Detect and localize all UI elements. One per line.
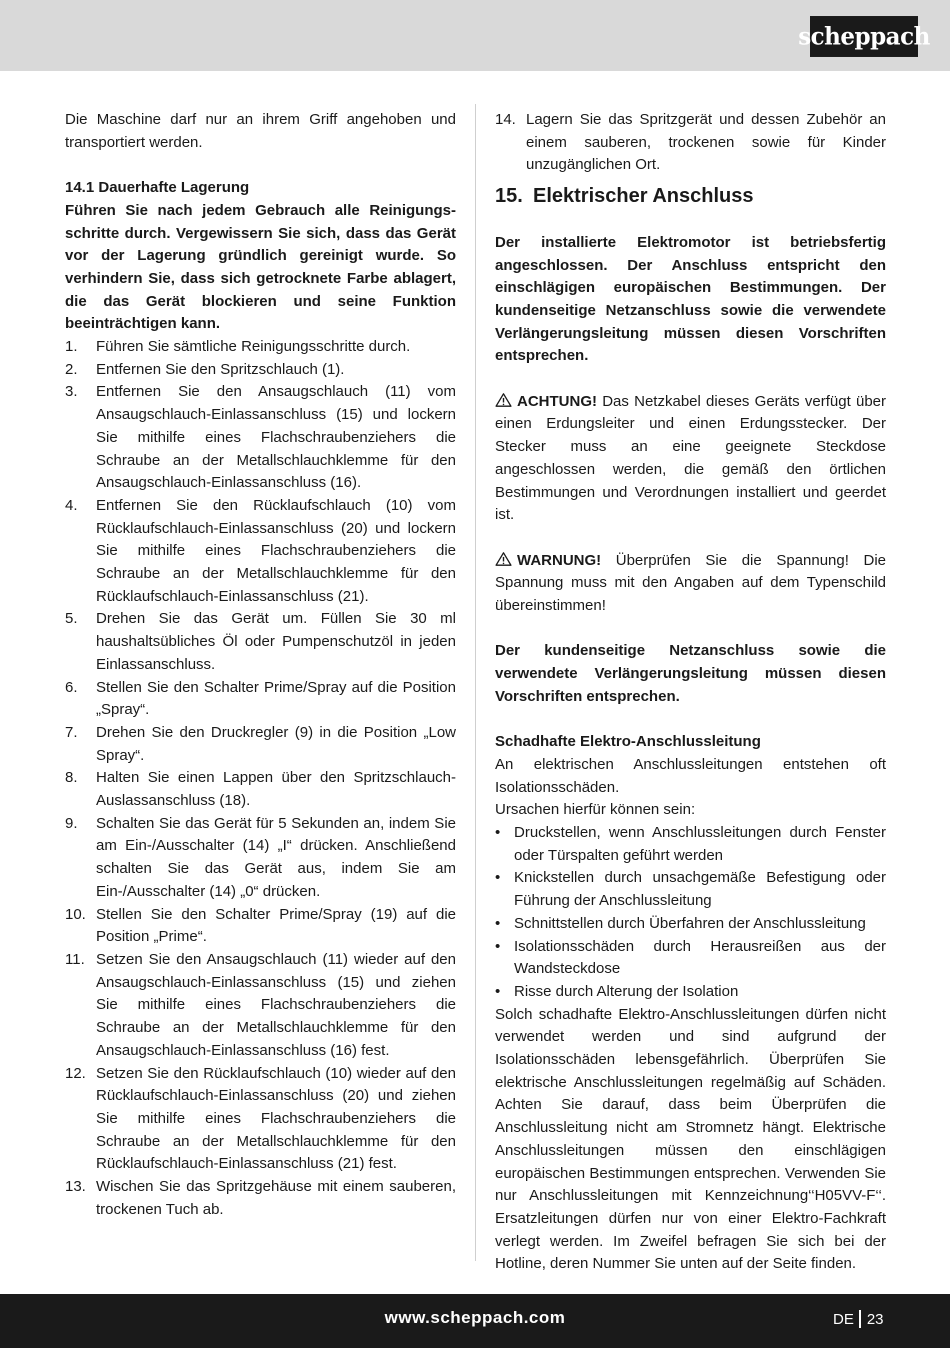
list-item-text: Entfernen Sie den Ansaugschlauch (11) vom Ansaugschlauch-Einlassanschluss (15) und lockern Sie mithilfe eines Flachschraubenziehers die Schraube an der Metallschlauchklemme für den Ansaugschlauch-Einlassanschluss (16).	[96, 383, 456, 492]
list-item-text: Stellen Sie den Schalter Prime/Spray (19) auf die Position „Prime“.	[96, 905, 456, 946]
attention-paragraph	[495, 391, 886, 527]
list-item-text: Drehen Sie den Druckregler (9) in die Position „Low Spray“.	[96, 723, 456, 764]
bullet-dot: •	[495, 824, 501, 842]
section-number: 15.	[495, 185, 523, 208]
steps-list	[65, 336, 456, 1221]
section-heading	[495, 183, 886, 209]
warning-paragraph	[495, 550, 886, 618]
page-number: 23	[866, 1310, 884, 1328]
list-item	[65, 1063, 456, 1177]
list-item-number: 14.	[495, 111, 516, 128]
bullet-dot: •	[495, 937, 501, 955]
list-item-number: 13.	[65, 1178, 86, 1196]
footer-page-info	[833, 1310, 884, 1328]
bullet-text: Druckstellen, wenn Anschlussleitungen durch Fenster oder Türspalten geführt werden	[514, 824, 886, 864]
list-item	[65, 359, 456, 382]
list-item-text: Führen Sie sämtliche Reinigungsschritte durch.	[96, 338, 411, 356]
attention-text: Das Netzkabel dieses Geräts verfügt über einen Erdungsleiter und einen Erdungsstecker. Der Stecker muss an eine geeignete Steckdose angeschlossen werden, die gemäß den örtlichen Bestimmungen und Verordnungen installiert und geerdet ist.	[495, 392, 886, 524]
warning-triangle-icon	[495, 552, 512, 566]
list-item-text: Entfernen Sie den Rücklaufschlauch (10) vom Rücklaufschlauch-Einlassanschluss (20) und lockern Sie mithilfe eines Flachschraubenziehers die Schraube an der Metallschlauchklemme für den Rücklaufschlauch-Einlassanschluss (21).	[96, 496, 456, 605]
language-code: DE	[833, 1310, 854, 1328]
list-item-text: Lagern Sie das Spritzgerät und dessen Zubehör an einem sauberen, trockenen sowie für Kinder unzugänglichen Ort.	[526, 111, 886, 174]
closing-paragraph: Solch schadhafte Elektro-Anschlussleitungen dürfen nicht verwendet werden und sind aufgrund der Isolationsschäden lebensgefährlich. Überprüfen Sie elektrische Anschlussleitungen regelmäßig auf Schäden. Achten Sie darauf, dass beim Überprüfen die Anschlussleitung nicht am Stromnetz hängt. Elektrische Anschlussleitungen müssen den einschlägigen europäischen Bestimmungen entsprechen. Verwenden Sie nur Anschlussleitungen mit Kennzeichnung‘‘H05VV-F‘‘. Ersatzleitungen dürfen nur von einer Elektro-Fachkraft verlegt werden. Im Zweifel befragen Sie sich bei der Hotline, deren Nummer Sie unten auf der Seite finden.	[495, 1005, 886, 1273]
list-item	[65, 495, 456, 609]
bullet-text: Schnittstellen durch Überfahren der Anschlussleitung	[514, 914, 866, 932]
list-item-number: 11.	[65, 951, 85, 968]
bullet-item	[495, 981, 886, 1004]
motor-connection-note: Der installierte Elektromotor ist betriebsfertig angeschlossen. Der Anschluss entspricht den einschlägigen europäischen Bestimmungen. Der kundenseitige Netzanschluss sowie die verwendete Verlängerungsleitung müssen diesen Vorschriften entsprechen.	[495, 233, 886, 365]
subsection-heading: 14.1 Dauerhafte Lagerung	[65, 179, 250, 197]
bullet-item	[495, 867, 886, 912]
list-item-number: 7.	[65, 723, 78, 741]
list-item	[495, 109, 886, 177]
list-item	[65, 722, 456, 767]
footer-separator	[859, 1310, 861, 1328]
list-item-number: 3.	[65, 383, 78, 401]
section-title: Elektrischer Anschluss	[533, 185, 754, 208]
intro-paragraph: Die Maschine darf nur an ihrem Griff angehoben und transportiert werden.	[65, 111, 456, 151]
list-item-text: Schalten Sie das Gerät für 5 Sekunden an, indem Sie am Ein-/Ausschalter (14) „I“ drücken. Anschließend schalten Sie das Gerät aus, indem Sie am Ein-/Ausschalter (14) „0“ drücken.	[96, 814, 456, 900]
bullet-dot: •	[495, 982, 501, 1000]
list-item-number: 2.	[65, 360, 78, 378]
bullet-dot: •	[495, 869, 501, 887]
list-item-number: 4.	[65, 496, 78, 514]
scheppach-logo: scheppach	[810, 16, 918, 57]
bullet-text: Risse durch Alterung der Isolation	[514, 982, 739, 1000]
bullet-dot: •	[495, 914, 501, 932]
list-item-text: Entfernen Sie den Spritzschlauch (1).	[96, 360, 345, 378]
customer-connection-note: Der kundenseitige Netzanschluss sowie die verwendete Verlängerungsleitung müssen diesen Vorschriften entsprechen.	[495, 642, 886, 705]
list-item-text: Drehen Sie das Gerät um. Füllen Sie 30 ml haushaltsübliches Öl oder Pumpenschutzöl in jeden Einlassanschluss.	[96, 610, 456, 673]
list-item-text: Halten Sie einen Lappen über den Spritzschlauch-Auslassanschluss (18).	[96, 769, 456, 810]
list-item-number: 8.	[65, 769, 78, 787]
list-item-number: 10.	[65, 905, 86, 923]
warning-label: WARNUNG!	[517, 551, 602, 569]
left-column	[65, 109, 456, 1221]
right-column	[495, 109, 886, 1276]
causes-intro: Ursachen hierfür können sein:	[495, 801, 696, 819]
bullet-text: Knickstellen durch unsachgemäße Befestigung oder Führung der Anschlussleitung	[514, 869, 886, 910]
header-band	[0, 0, 950, 71]
list-item-text: Setzen Sie den Rücklaufschlauch (10) wieder auf den Rücklaufschlauch-Einlassanschluss (20) und ziehen Sie mithilfe eines Flachschraubenziehers die Schraube an der Metallschlauchklemme für den Rücklaufschlauch-Einlassanschluss (21) fest.	[96, 1064, 456, 1173]
list-item-text: Setzen Sie den Ansaugschlauch (11) wieder auf den Ansaugschlauch-Einlassanschluss (15) und ziehen Sie mithilfe eines Flachschraubenziehers die Schraube an der Metallschlauchklemme für den Ansaugschlauch-Einlassanschluss (16) fest.	[96, 951, 456, 1059]
footer-website-link[interactable]: www.scheppach.com	[384, 1308, 566, 1327]
list-item	[65, 1176, 456, 1221]
storage-instructions: Führen Sie nach jedem Gebrauch alle Reinigungsschritte durch. Vergewissern Sie sich, dass das Gerät vor der Lagerung gründlich gereinigt wurde. So verhindern Sie, dass sich getrocknete Farbe ablagert, die das Gerät blockieren und seine Funktion beeinträchtigen kann.	[65, 201, 456, 333]
list-item	[65, 677, 456, 722]
insulation-damage-paragraph: An elektrischen Anschlussleitungen entstehen oft Isolationsschäden.	[495, 755, 886, 796]
warning-text: Überprüfen Sie die Spannung! Die Spannung muss mit den Angaben auf dem Typenschild übereinstimmen!	[495, 551, 886, 615]
attention-label: ACHTUNG!	[517, 392, 597, 410]
list-item	[65, 904, 456, 949]
list-item	[65, 949, 456, 1063]
list-item-number: 12.	[65, 1064, 86, 1082]
list-item-number: 9.	[65, 814, 78, 832]
bullet-item	[495, 936, 886, 981]
list-item	[65, 813, 456, 904]
warning-triangle-icon	[495, 393, 512, 407]
list-item-number: 5.	[65, 610, 78, 628]
list-item-text: Wischen Sie das Spritzgehäuse mit einem sauberen, trockenen Tuch ab.	[96, 1178, 456, 1218]
cable-damage-heading: Schadhafte Elektro-Anschlussleitung	[495, 733, 761, 751]
column-divider	[475, 104, 476, 1261]
list-item	[65, 381, 456, 495]
list-item	[65, 336, 456, 359]
list-item-number: 6.	[65, 678, 78, 696]
list-item	[65, 767, 456, 812]
bullet-text: Isolationsschäden durch Herausreißen aus der Wandsteckdose	[514, 937, 886, 978]
bullet-item	[495, 822, 886, 867]
causes-bullet-list	[495, 822, 886, 1004]
list-item-text: Stellen Sie den Schalter Prime/Spray auf die Position „Spray“.	[96, 678, 456, 719]
list-item	[65, 608, 456, 676]
list-item-number: 1.	[65, 338, 78, 356]
bullet-item	[495, 913, 886, 936]
